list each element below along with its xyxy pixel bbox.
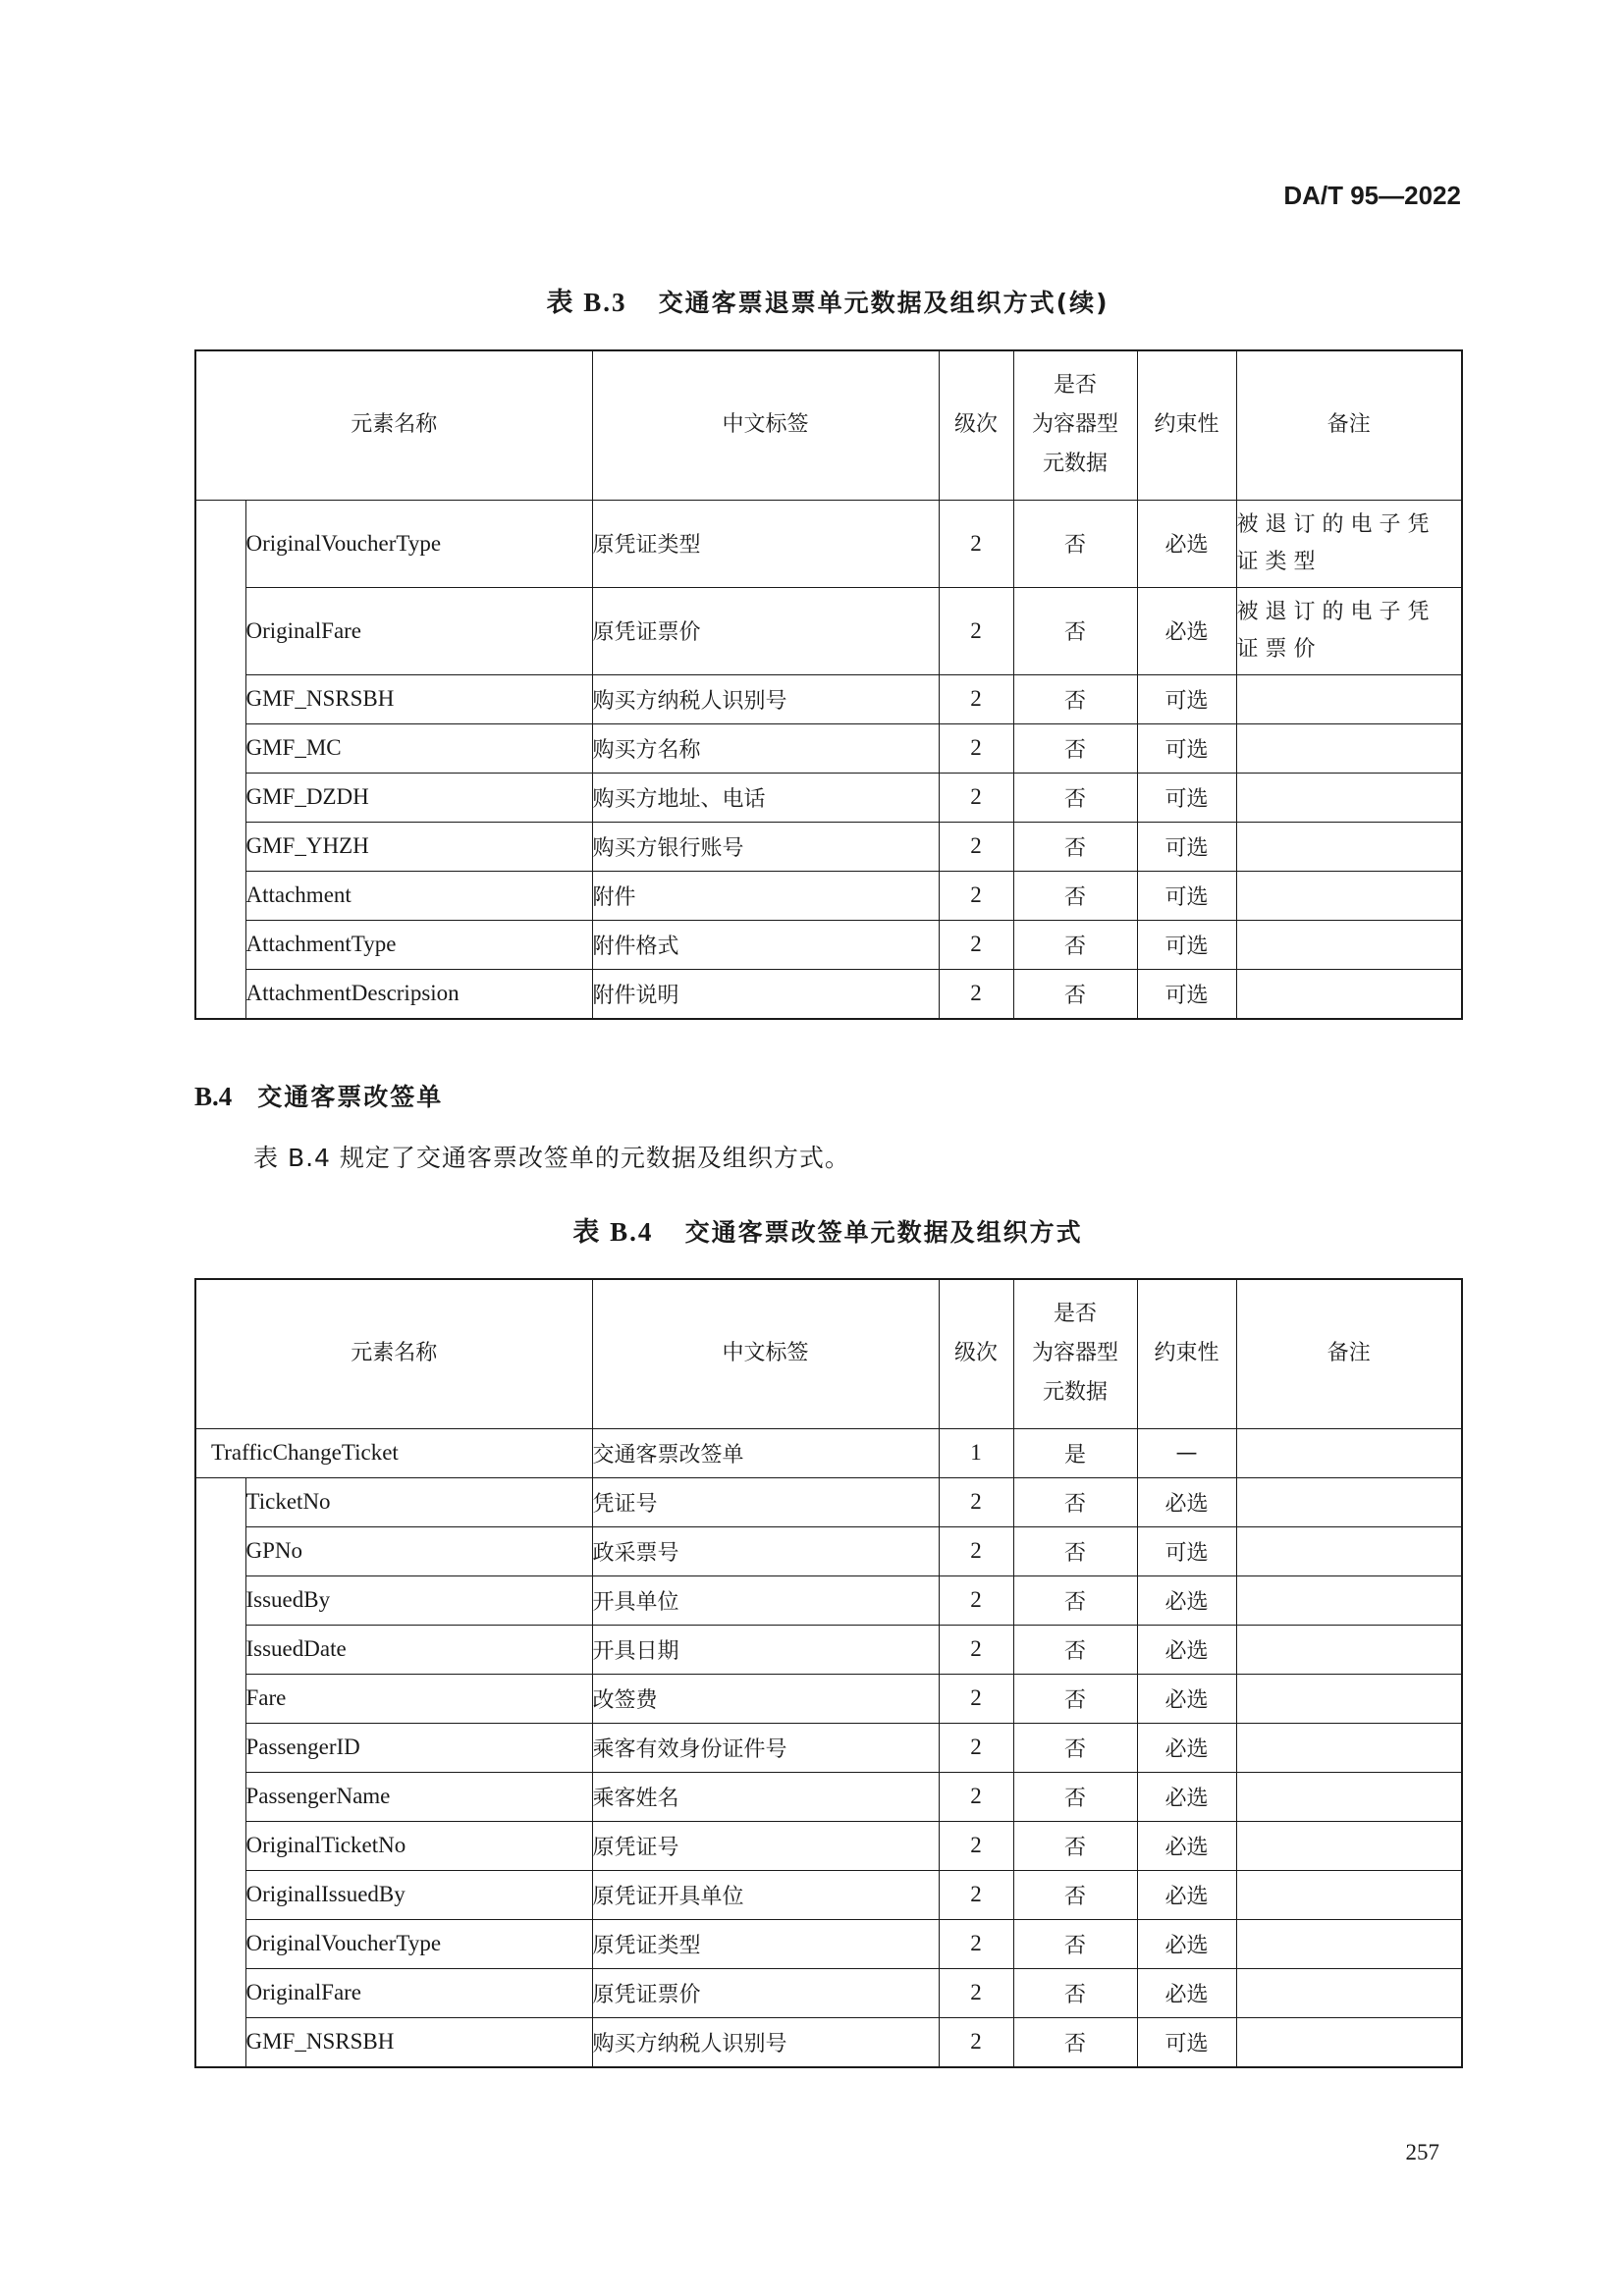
- cell-element-name: OriginalFare: [245, 1968, 592, 2017]
- cell-indent: [195, 1870, 245, 1919]
- cell-constraint: 必选: [1137, 1821, 1236, 1870]
- section-b4-title: 交通客票改签单: [257, 1083, 444, 1111]
- cell-cn-label: 原凭证开具单位: [592, 1870, 939, 1919]
- cell-indent: [195, 1477, 245, 1526]
- cell-indent: [195, 1968, 245, 2017]
- cell-indent: [195, 1575, 245, 1625]
- cell-indent: [195, 1625, 245, 1674]
- cell-container: 否: [1013, 1674, 1137, 1723]
- cell-constraint: 必选: [1137, 1772, 1236, 1821]
- col-header-container-line: 元数据: [1043, 452, 1109, 477]
- cell-level: 2: [939, 723, 1013, 773]
- cell-cn-label: 原凭证票价: [592, 587, 939, 674]
- cell-cn-label: 购买方地址、电话: [592, 773, 939, 822]
- cell-cn-label: 政采票号: [592, 1526, 939, 1575]
- table-b3-caption-number: 表 B.3: [546, 288, 627, 317]
- standard-code: DA/T 95—2022: [1283, 181, 1461, 210]
- col-header-cn-label: 中文标签: [592, 1279, 939, 1428]
- table-row: [195, 723, 1462, 773]
- cell-container: 否: [1013, 587, 1137, 674]
- cell-cn-label: 乘客有效身份证件号: [592, 1723, 939, 1772]
- cell-element-name: IssuedDate: [245, 1625, 592, 1674]
- cell-cn-label: 乘客姓名: [592, 1772, 939, 1821]
- cell-level: 2: [939, 1526, 1013, 1575]
- cell-remarks: [1236, 1625, 1462, 1674]
- table-row: [195, 773, 1462, 822]
- cell-constraint: 必选: [1137, 1674, 1236, 1723]
- cell-cn-label: 原凭证类型: [592, 500, 939, 587]
- col-header-container-line: 为容器型: [1032, 1341, 1119, 1366]
- cell-element-name: Attachment: [245, 871, 592, 920]
- table-row: [195, 1526, 1462, 1575]
- table-b4-caption-title: 交通客票改签单元数据及组织方式: [684, 1218, 1083, 1247]
- cell-element-name: OriginalIssuedBy: [245, 1870, 592, 1919]
- col-header-remarks: 备注: [1236, 1279, 1462, 1428]
- page-number: 257: [1405, 2140, 1439, 2164]
- cell-level: 2: [939, 1723, 1013, 1772]
- cell-indent: [195, 723, 245, 773]
- section-b4-paragraph: 表 B.4 规定了交通客票改签单的元数据及组织方式。: [253, 1144, 850, 1172]
- cell-container: 是: [1013, 1428, 1137, 1477]
- cell-indent: [195, 500, 245, 587]
- cell-indent: [195, 822, 245, 871]
- cell-cn-label: 附件: [592, 871, 939, 920]
- cell-constraint: 必选: [1137, 1968, 1236, 2017]
- cell-container: 否: [1013, 723, 1137, 773]
- cell-level: 2: [939, 1870, 1013, 1919]
- cell-container: 否: [1013, 920, 1137, 969]
- cell-cn-label: 原凭证号: [592, 1821, 939, 1870]
- cell-container: 否: [1013, 969, 1137, 1019]
- cell-constraint: 必选: [1137, 1575, 1236, 1625]
- table-b3: [194, 349, 1463, 1020]
- cell-indent: [195, 969, 245, 1019]
- cell-container: 否: [1013, 1919, 1137, 1968]
- cell-container: 否: [1013, 2017, 1137, 2067]
- table-b3-body: [195, 500, 1462, 1019]
- table-row: [195, 969, 1462, 1019]
- col-header-container-line: 元数据: [1043, 1380, 1109, 1406]
- cell-element-name: GMF_NSRSBH: [245, 674, 592, 723]
- cell-constraint: 必选: [1137, 1477, 1236, 1526]
- cell-level: 2: [939, 674, 1013, 723]
- cell-remarks: [1236, 674, 1462, 723]
- col-header-constraint: 约束性: [1137, 1279, 1236, 1428]
- cell-remarks: [1236, 1870, 1462, 1919]
- cell-constraint: 必选: [1137, 1919, 1236, 1968]
- cell-container: 否: [1013, 1821, 1137, 1870]
- cell-indent: [195, 587, 245, 674]
- cell-element-name: TrafficChangeTicket: [195, 1428, 592, 1477]
- cell-constraint: 可选: [1137, 2017, 1236, 2067]
- table-b4: [194, 1278, 1463, 2068]
- cell-level: 2: [939, 773, 1013, 822]
- cell-level: 2: [939, 1772, 1013, 1821]
- table-row: [195, 1723, 1462, 1772]
- table-b3-caption: [194, 281, 1461, 319]
- cell-level: 2: [939, 1477, 1013, 1526]
- cell-constraint: 必选: [1137, 587, 1236, 674]
- cell-cn-label: 凭证号: [592, 1477, 939, 1526]
- cell-element-name: GMF_YHZH: [245, 822, 592, 871]
- table-row: [195, 2017, 1462, 2067]
- table-row: [195, 587, 1462, 674]
- cell-container: 否: [1013, 871, 1137, 920]
- col-header-remarks: 备注: [1236, 350, 1462, 500]
- col-header-container: [1013, 350, 1137, 500]
- cell-indent: [195, 1526, 245, 1575]
- cell-indent: [195, 1821, 245, 1870]
- table-row: [195, 1674, 1462, 1723]
- cell-constraint: 可选: [1137, 920, 1236, 969]
- cell-container: 否: [1013, 1625, 1137, 1674]
- cell-level: 1: [939, 1428, 1013, 1477]
- cell-cn-label: 改签费: [592, 1674, 939, 1723]
- cell-constraint: 必选: [1137, 1723, 1236, 1772]
- cell-remarks: [1236, 773, 1462, 822]
- cell-indent: [195, 2017, 245, 2067]
- cell-element-name: OriginalVoucherType: [245, 500, 592, 587]
- col-header-constraint: 约束性: [1137, 350, 1236, 500]
- table-row: [195, 1575, 1462, 1625]
- cell-level: 2: [939, 1575, 1013, 1625]
- cell-level: 2: [939, 871, 1013, 920]
- table-b4-caption-number: 表 B.4: [572, 1217, 654, 1247]
- table-row: [195, 822, 1462, 871]
- table-row: [195, 871, 1462, 920]
- cell-remarks: [1236, 871, 1462, 920]
- cell-remarks: 被退订的电子凭证类型: [1236, 500, 1462, 587]
- table-row: [195, 1821, 1462, 1870]
- cell-remarks: [1236, 1919, 1462, 1968]
- cell-indent: [195, 1723, 245, 1772]
- cell-container: 否: [1013, 1870, 1137, 1919]
- col-header-container-line: 为容器型: [1032, 412, 1119, 438]
- cell-indent: [195, 1772, 245, 1821]
- cell-remarks: [1236, 1575, 1462, 1625]
- table-row: [195, 674, 1462, 723]
- cell-remarks: [1236, 969, 1462, 1019]
- cell-constraint: 可选: [1137, 1526, 1236, 1575]
- cell-element-name: OriginalFare: [245, 587, 592, 674]
- cell-cn-label: 开具单位: [592, 1575, 939, 1625]
- cell-remarks: [1236, 1477, 1462, 1526]
- table-row: [195, 1428, 1462, 1477]
- col-header-container-line: 是否: [1054, 373, 1098, 399]
- section-b4-heading: [194, 1078, 443, 1113]
- cell-indent: [195, 871, 245, 920]
- section-b4-number: B.4: [194, 1082, 233, 1111]
- cell-indent: [195, 1919, 245, 1968]
- cell-remarks: [1236, 1821, 1462, 1870]
- cell-constraint: 可选: [1137, 773, 1236, 822]
- cell-cn-label: 附件说明: [592, 969, 939, 1019]
- table-row: [195, 920, 1462, 969]
- col-header-cn-label: 中文标签: [592, 350, 939, 500]
- cell-remarks: [1236, 1968, 1462, 2017]
- cell-remarks: [1236, 1674, 1462, 1723]
- cell-level: 2: [939, 1674, 1013, 1723]
- cell-cn-label: 购买方纳税人识别号: [592, 2017, 939, 2067]
- cell-level: 2: [939, 1968, 1013, 2017]
- cell-element-name: GMF_NSRSBH: [245, 2017, 592, 2067]
- col-header-level: 级次: [939, 1279, 1013, 1428]
- cell-container: 否: [1013, 1477, 1137, 1526]
- cell-remarks: [1236, 1526, 1462, 1575]
- cell-constraint: 可选: [1137, 969, 1236, 1019]
- cell-remarks: [1236, 822, 1462, 871]
- cell-container: 否: [1013, 1968, 1137, 2017]
- cell-element-name: GPNo: [245, 1526, 592, 1575]
- cell-remarks: [1236, 1723, 1462, 1772]
- table-header-row: [195, 1279, 1462, 1428]
- cell-remarks: [1236, 1772, 1462, 1821]
- cell-cn-label: 购买方纳税人识别号: [592, 674, 939, 723]
- table-row: [195, 1625, 1462, 1674]
- cell-element-name: OriginalVoucherType: [245, 1919, 592, 1968]
- col-header-container-line: 是否: [1054, 1302, 1098, 1327]
- cell-container: 否: [1013, 1526, 1137, 1575]
- cell-element-name: AttachmentType: [245, 920, 592, 969]
- cell-container: 否: [1013, 674, 1137, 723]
- cell-level: 2: [939, 1625, 1013, 1674]
- cell-level: 2: [939, 2017, 1013, 2067]
- table-b4-body: [195, 1428, 1462, 2067]
- cell-constraint: 必选: [1137, 1625, 1236, 1674]
- cell-remarks: [1236, 723, 1462, 773]
- cell-constraint: 可选: [1137, 674, 1236, 723]
- table-row: [195, 1968, 1462, 2017]
- cell-cn-label: 附件格式: [592, 920, 939, 969]
- col-header-element-name: 元素名称: [195, 350, 592, 500]
- cell-element-name: AttachmentDescripsion: [245, 969, 592, 1019]
- cell-container: 否: [1013, 822, 1137, 871]
- cell-level: 2: [939, 587, 1013, 674]
- cell-element-name: TicketNo: [245, 1477, 592, 1526]
- cell-cn-label: 购买方银行账号: [592, 822, 939, 871]
- cell-element-name: PassengerName: [245, 1772, 592, 1821]
- table-row: [195, 1870, 1462, 1919]
- cell-level: 2: [939, 1919, 1013, 1968]
- cell-remarks: [1236, 920, 1462, 969]
- col-header-element-name: 元素名称: [195, 1279, 592, 1428]
- cell-indent: [195, 773, 245, 822]
- cell-cn-label: 交通客票改签单: [592, 1428, 939, 1477]
- cell-remarks: [1236, 2017, 1462, 2067]
- col-header-level: 级次: [939, 350, 1013, 500]
- cell-cn-label: 购买方名称: [592, 723, 939, 773]
- cell-indent: [195, 920, 245, 969]
- cell-level: 2: [939, 1821, 1013, 1870]
- cell-level: 2: [939, 500, 1013, 587]
- cell-cn-label: 原凭证类型: [592, 1919, 939, 1968]
- cell-constraint: 可选: [1137, 822, 1236, 871]
- cell-element-name: OriginalTicketNo: [245, 1821, 592, 1870]
- cell-level: 2: [939, 969, 1013, 1019]
- cell-remarks: [1236, 1428, 1462, 1477]
- cell-constraint: 必选: [1137, 500, 1236, 587]
- cell-indent: [195, 1674, 245, 1723]
- cell-level: 2: [939, 822, 1013, 871]
- cell-container: 否: [1013, 1723, 1137, 1772]
- cell-container: 否: [1013, 1772, 1137, 1821]
- cell-constraint: 可选: [1137, 723, 1236, 773]
- table-b4-caption: [194, 1210, 1461, 1249]
- cell-element-name: GMF_MC: [245, 723, 592, 773]
- col-header-container: [1013, 1279, 1137, 1428]
- table-row: [195, 500, 1462, 587]
- cell-container: 否: [1013, 773, 1137, 822]
- table-b3-caption-title: 交通客票退票单元数据及组织方式(续): [658, 289, 1110, 317]
- cell-constraint: —: [1137, 1428, 1236, 1477]
- cell-constraint: 必选: [1137, 1870, 1236, 1919]
- cell-container: 否: [1013, 500, 1137, 587]
- cell-container: 否: [1013, 1575, 1137, 1625]
- cell-element-name: PassengerID: [245, 1723, 592, 1772]
- cell-cn-label: 原凭证票价: [592, 1968, 939, 2017]
- table-row: [195, 1477, 1462, 1526]
- cell-level: 2: [939, 920, 1013, 969]
- cell-element-name: GMF_DZDH: [245, 773, 592, 822]
- cell-indent: [195, 674, 245, 723]
- cell-element-name: IssuedBy: [245, 1575, 592, 1625]
- cell-remarks: 被退订的电子凭证票价: [1236, 587, 1462, 674]
- table-header-row: [195, 350, 1462, 500]
- cell-element-name: Fare: [245, 1674, 592, 1723]
- cell-cn-label: 开具日期: [592, 1625, 939, 1674]
- table-row: [195, 1772, 1462, 1821]
- cell-constraint: 可选: [1137, 871, 1236, 920]
- table-row: [195, 1919, 1462, 1968]
